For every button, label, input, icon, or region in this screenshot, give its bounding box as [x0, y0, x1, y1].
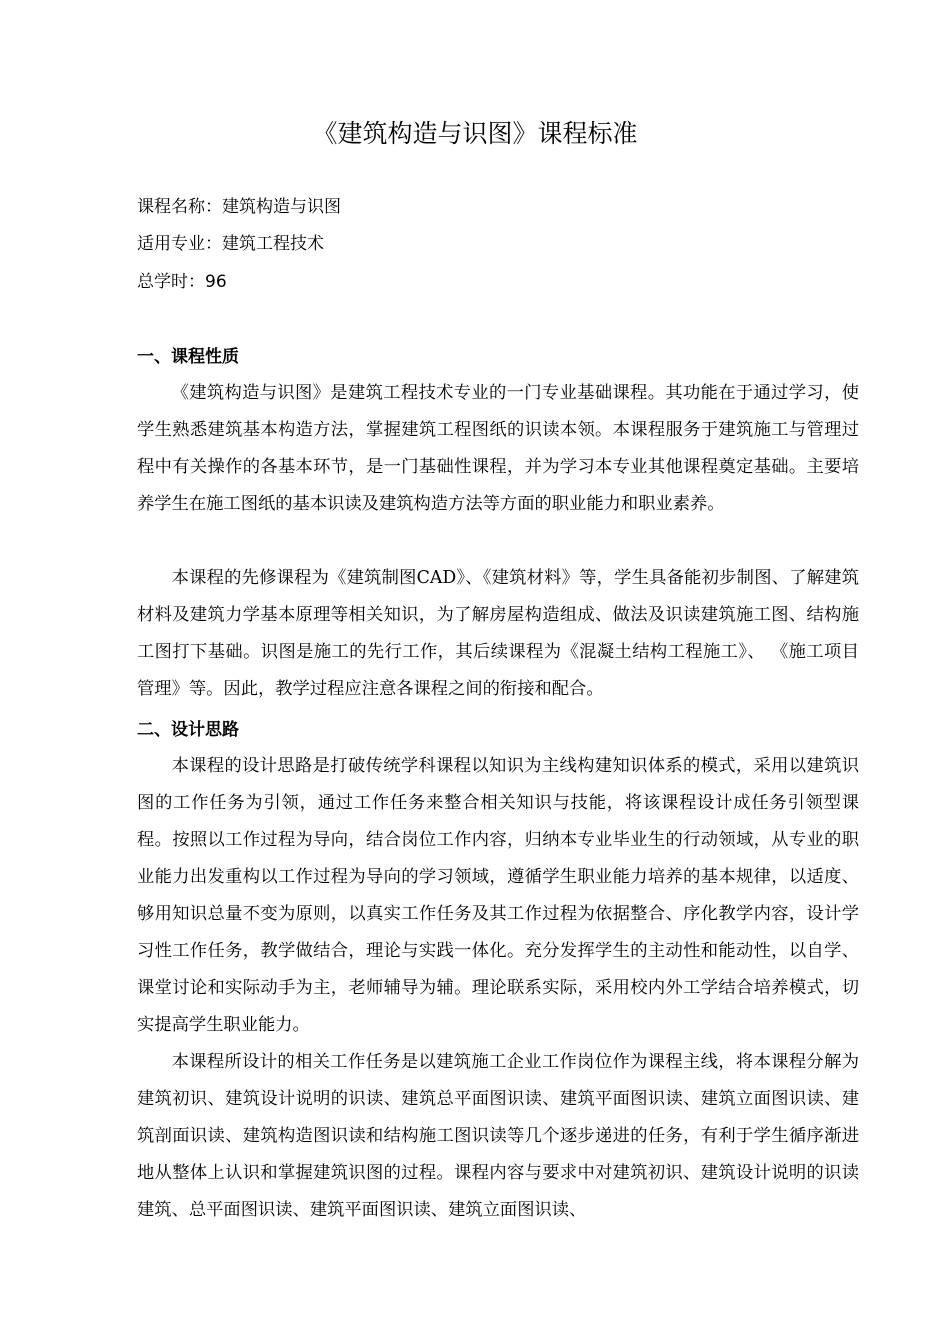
paragraph: 本课程所设计的相关工作任务是以建筑施工企业工作岗位作为课程主线，将本课程分解为建筑初识、建筑设计说明的识读、建筑总平面图识读、建筑平面图识读、建筑立面图识读、建筑剖面识读、建筑构造图识读和结构施工图识读等几个逐步递进的任务，有利于学生循序渐进地从整体上认识和掌握建筑识图的过程。课程内容与要求中对建筑初识、建筑设计说明的识读建筑、总平面图识读、建筑平面图识读、建筑立面图识读、 — [137, 1052, 859, 1220]
course-name: 课程名称：建筑构造与识图 — [137, 197, 341, 217]
total-hours: 总学时：96 — [137, 272, 227, 292]
applicable-major: 适用专业：建筑工程技术 — [137, 234, 324, 254]
paragraph: 本课程的先修课程为《建筑制图CAD》、《建筑材料》等，学生具备能初步制图、了解建筑材料及建筑力学基本原理等相关知识，为了解房屋构造组成、做法及识读建筑施工图、结构施工图打下基础。识图是施工的先行工作，其后续课程为《混凝土结构工程施工》、 《施工项目管理》等。因此，教学过程应注意各课程之间的衔接和配合。 — [137, 568, 859, 699]
section-heading-course-nature: 一、课程性质 — [137, 347, 239, 367]
document-title: 《建筑构造与识图》课程标准 — [312, 119, 638, 148]
section-heading-design-approach: 二、设计思路 — [137, 720, 239, 740]
paragraph: 本课程的设计思路是打破传统学科课程以知识为主线构建知识体系的模式，采用以建筑识图的工作任务为引领，通过工作任务来整合相关知识与技能，将该课程设计成任务引领型课程。按照以工作过程为导向，结合岗位工作内容，归纳本专业毕业生的行动领域，从专业的职业能力出发重构以工作过程为导向的学习领域，遵循学生职业能力培养的基本规律，以适度、够用知识总量不变为原则，以真实工作任务及其工作过程为依据整合、序化教学内容，设计学习性工作任务，教学做结合，理论与实践一体化。充分发挥学生的主动性和能动性，以自学、课堂讨论和实际动手为主，老师辅导为辅。理论联系实际，采用校内外工学结合培养模式，切实提高学生职业能力。 — [137, 756, 859, 1035]
paragraph: 《建筑构造与识图》是建筑工程技术专业的一门专业基础课程。其功能在于通过学习，使学生熟悉建筑基本构造方法，掌握建筑工程图纸的识读本领。本课程服务于建筑施工与管理过程中有关操作的各基本环节，是一门基础性课程，并为学习本专业其他课程奠定基础。主要培养学生在施工图纸的基本识读及建筑构造方法等方面的职业能力和职业素养。 — [137, 383, 859, 514]
